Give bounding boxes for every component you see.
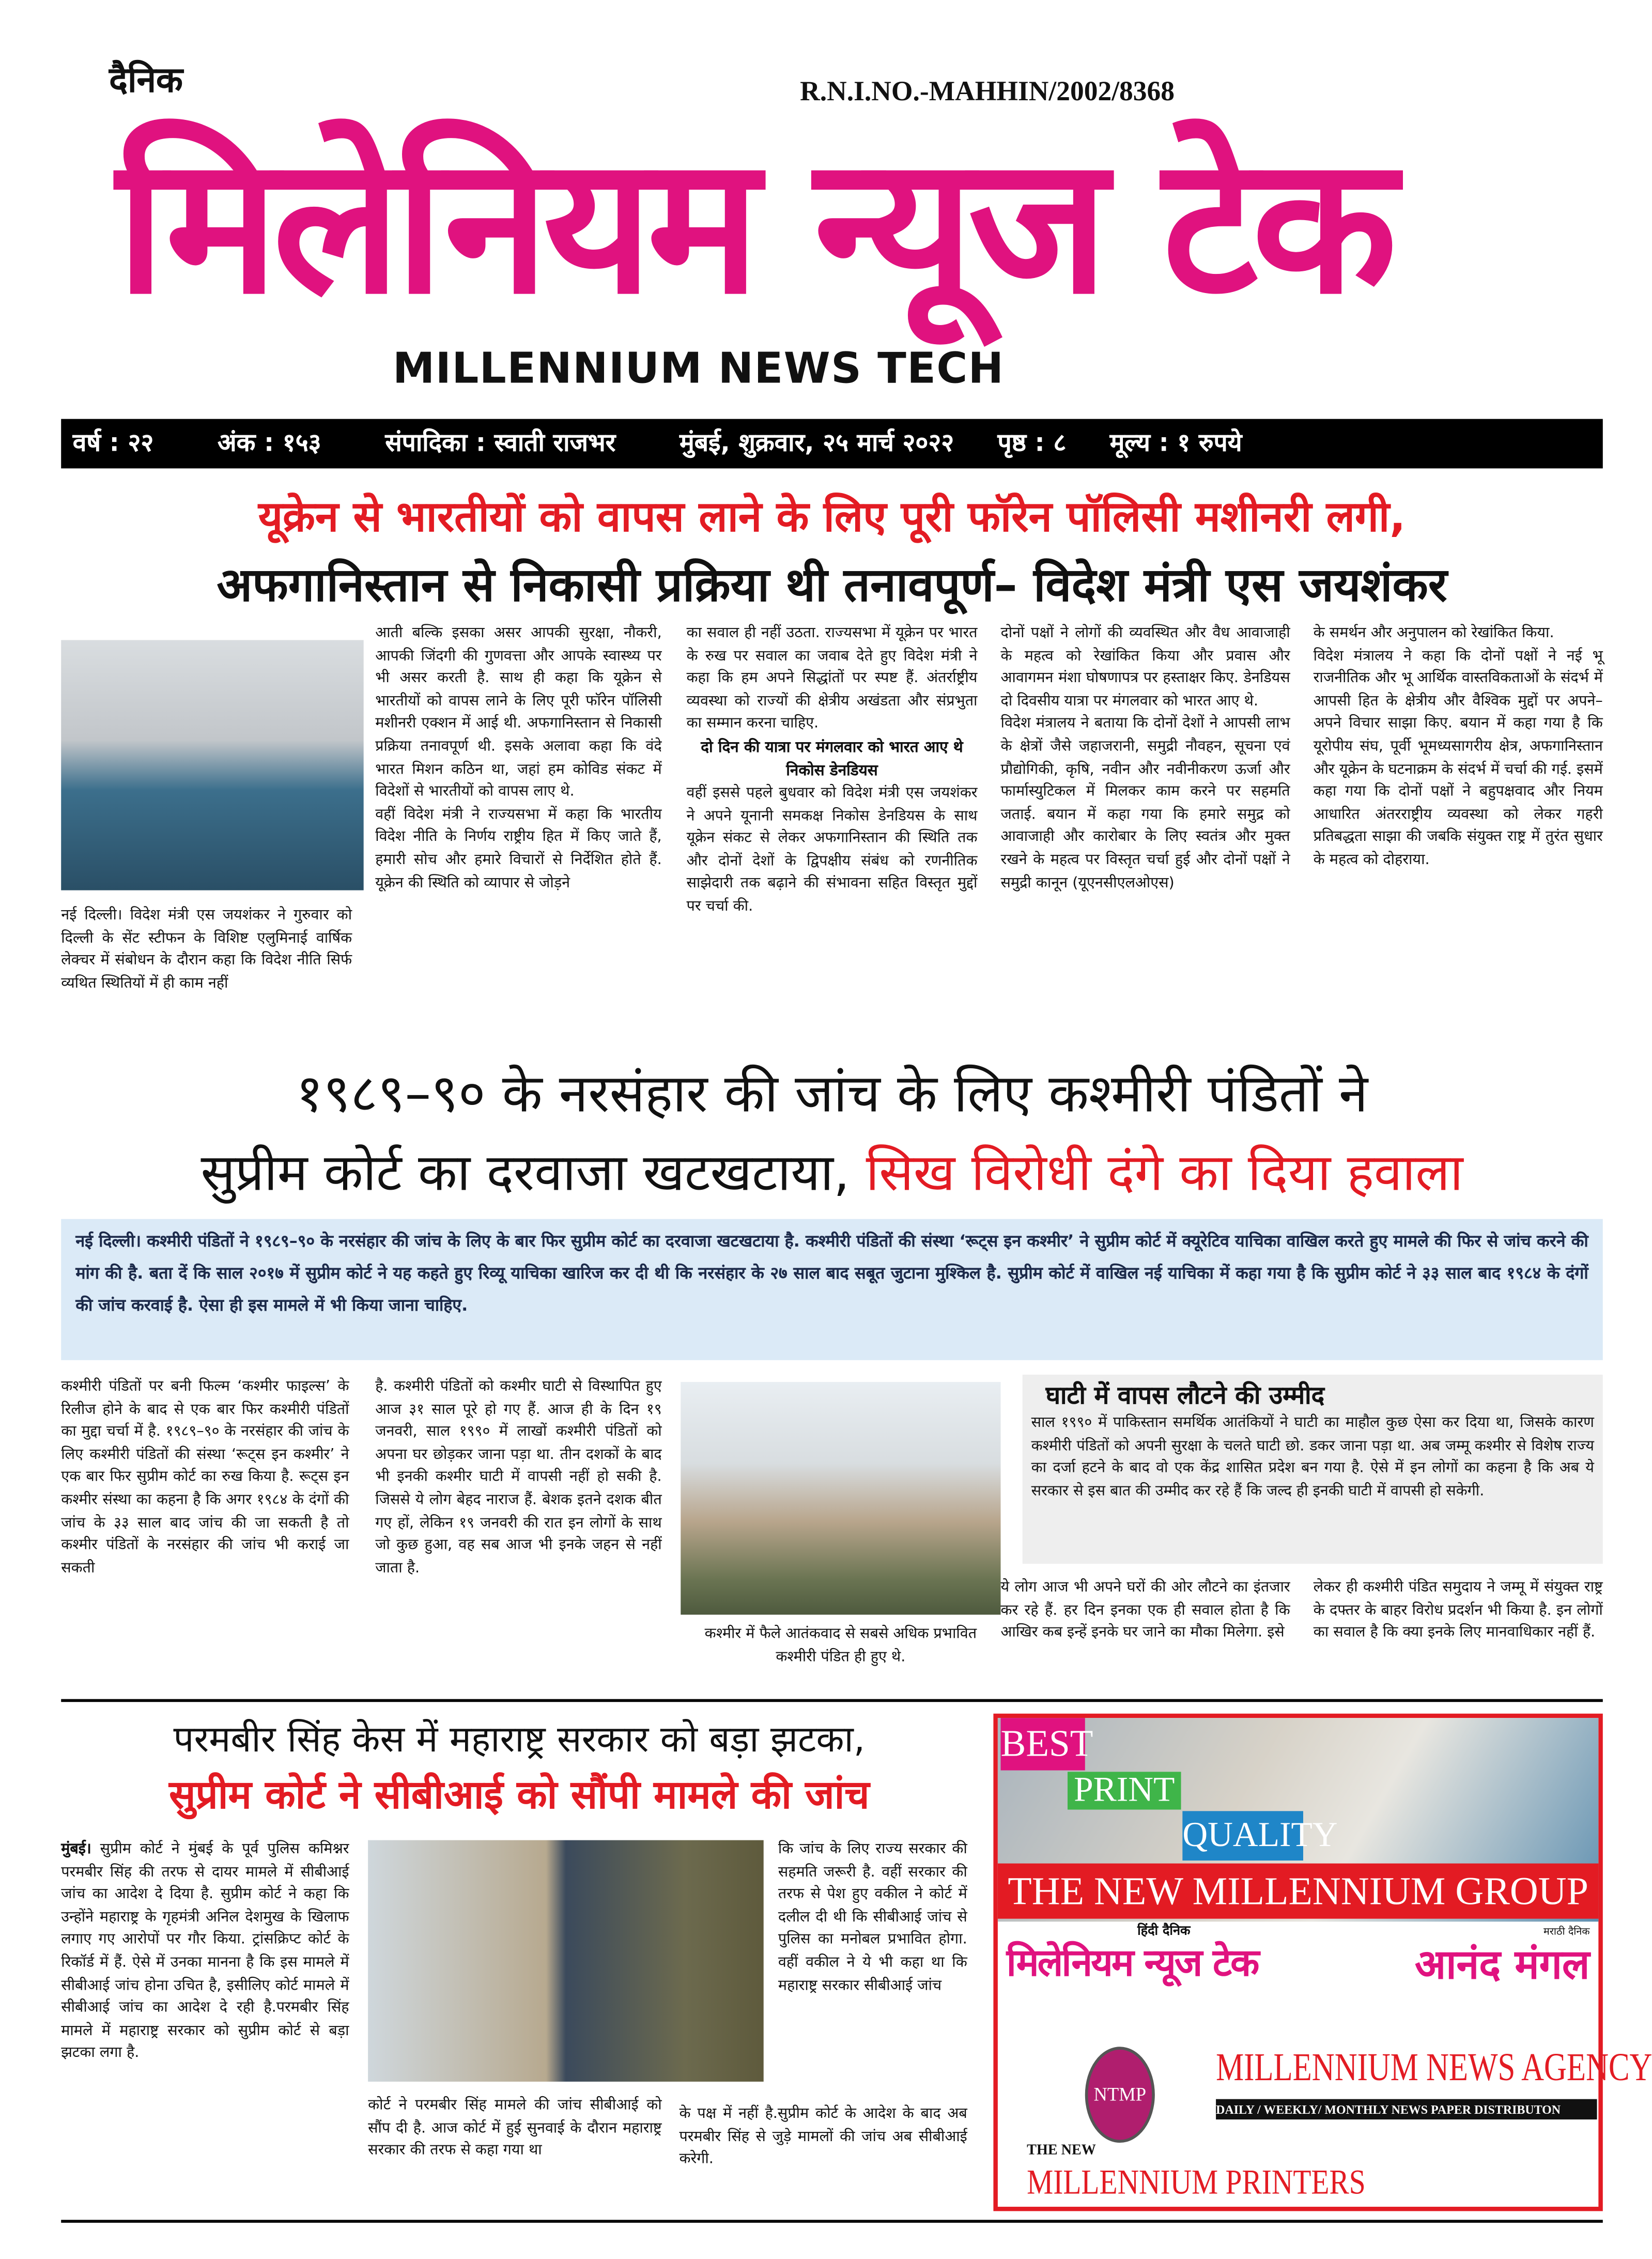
paper1-logo: मिलेनियम न्यूज टेक bbox=[1006, 1942, 1258, 1986]
story3-headline-line2: सुप्रीम कोर्ट ने सीबीआई को सौंपी मामले की जांच bbox=[169, 1773, 870, 1819]
story1-caption: नई दिल्ली। विदेश मंत्री एस जयशंकर ने गुरुवार को दिल्ली के सेंट स्टीफन के विशिष्ट एलुमिनाई वार्षिक लेक्चर में संबोधन के दौरान कहा कि विदेश नीति सिर्फ व्यथित स्थितियों में ही काम नहीं bbox=[61, 908, 352, 992]
print-label: PRINT bbox=[1068, 1772, 1181, 1809]
paper2-block bbox=[1357, 1923, 1589, 2039]
group-name: THE NEW MILLENNIUM GROUP bbox=[998, 1864, 1598, 1919]
story3-headline-line1: परमबीर सिंह केस में महाराष्ट्र सरकार को बड़ा झटका, bbox=[173, 1718, 866, 1760]
rni-number: R.N.I.NO.-MAHHIN/2002/8368 bbox=[800, 77, 1175, 108]
sidebox-text: साल १९९० में पाकिस्तान समर्थिक आतंकियों ने घाटी का माहौल कुछ ऐसा कर दिया था, जिसके कारण कश्मीरी पंडितों को अपनी सुरक्षा के चलते घाटी छो. डकर जाना पड़ा था. अब जम्मू कश्मीर से विशेष राज्य का दर्जा हटने के बाद वो एक केंद्र शासित प्रदेश बन गया है. ऐसे में इन लोगों का कहना है कि अब ये सरकार से इस बात की उम्मीद कर रहे हैं कि जल्द ही इनकी घाटी में वापसी हो सकेगी. bbox=[1031, 1415, 1594, 1500]
issue: अंक : १५३ bbox=[218, 429, 321, 458]
story2-column-1: कश्मीरी पंडितों पर बनी फिल्म ‘कश्मीर फाइल्स’ के रिलीज होने के बाद से एक बार फिर कश्मीरी पंडितों का मुद्दा चर्चा में है. १९८९–९० के नरसंहार की जांच के लिए कश्मीरी पंडितों की संस्था ‘रूट्स इन कश्मीर’ ने एक बार फिर सुप्रीम कोर्ट का रुख किया है. रूट्स इन कश्मीर संस्था का कहना है कि अगर १९८४ के दंगों की जांच के ३३ साल बाद जांच की जा सकती है तो कश्मीर पंडितों के नरसंहार की जांच भी कराई जा सकती bbox=[61, 1379, 349, 1577]
the-new-label: THE NEW bbox=[1027, 2143, 1096, 2159]
story2-summary: नई दिल्ली। कश्मीरी पंडितों ने १९८९–९० के नरसंहार की जांच के लिए के बार फिर सुप्रीम कोर्ट का दरवाजा खटखटाया है. कश्मीरी पंडितों की संस्था ‘रूट्स इन कश्मीर’ ने सुप्रीम कोर्ट में क्यूरेटिव याचिका वाखिल करते हुए मामले की फिर से जांच करने की मांग की है. बता दें कि साल २०१७ में सुप्रीम कोर्ट ने यह कहते हुए रिव्यू याचिका खारिज कर दी थी कि नरसंहार के २७ साल बाद सबूत जुटाना मुश्किल है. सुप्रीम कोर्ट में वाखिल नई याचिका में कहा गया है कि सुप्रीम कोर्ट ने ३३ साल बाद १९८४ के दंगों की जांच करवाई है. ऐसा ही इस मामले में भी किया जाना चाहिए. bbox=[61, 1219, 1603, 1360]
story2-column-5: लेकर ही कश्मीरी पंडित समुदाय ने जम्मू में संयुक्त राष्ट्र के दफ्तर के बाहर विरोध प्रदर्शन भी किया है. इन लोगों का सवाल है कि क्या इनके लिए मानवाधिकार नहीं हैं. bbox=[1313, 1579, 1603, 1641]
story2-headline-red: सिख विरोधी दंगे का दिया हवाला bbox=[866, 1145, 1463, 1203]
story1-headline-line2: अफगानिस्तान से निकासी प्रक्रिया थी तनावपूर्ण– विदेश मंत्री एस जयशंकर bbox=[217, 557, 1447, 612]
story2-sidebox bbox=[1023, 1375, 1603, 1564]
story1-column-4: दोनों पक्षों ने लोगों की व्यवस्थित और वैध आवाजाही के महत्व को रेखांकित किया और प्रवास और आवागमन मंशा घोषणापत्र पर हस्ताक्षर किए. डेनडियस दो दिवसीय यात्रा पर मंगलवार को भारत आए थे. विदेश मंत्रालय ने बताया कि दोनों देशों ने आपसी लाभ के क्षेत्रों जैसे जहाजरानी, समुद्री नौवहन, सूचना एवं प्रौद्योगिकी, कृषि, नवीन और नवीनीकरण ऊर्जा और फार्मास्युटिकल में मिलकर काम करने पर सहमति जताई. बयान में कहा गया कि हमारे समुद्र को आवाजाही और कारोबार के लिए स्वतंत्र और मुक्त रखने के महत्व पर विस्तृत चर्चा हुई और दोनों पक्षों ने समुद्री कानून (यूएनसीएलओएस) bbox=[1000, 625, 1290, 892]
story3-column-4: के पक्ष में नहीं है.सुप्रीम कोर्ट के आदेश के बाद अब परमबीर सिंह से जुड़े मामलों की जांच अब सीबीआई करेगी. bbox=[679, 2106, 967, 2168]
hindi-daily-label: हिंदी दैनिक bbox=[1137, 1924, 1191, 1939]
paper2-logo: आनंद मंगल bbox=[1414, 1940, 1590, 1989]
divider bbox=[61, 1699, 1603, 1702]
story2-headline-line2 bbox=[61, 1138, 1603, 1210]
story3-column-3: कि जांच के लिए राज्य सरकार की सहमति जरूरी है. वहीं सरकार की तरफ से पेश हुए वकील ने कोर्ट में दलील दी थी कि सीबीआई जांच से पुलिस का मनोबल प्रभावित होगा. वहीं वकील ने ये भी कहा था कि महाराष्ट्र सरकार सीबीआई जांच bbox=[778, 1841, 967, 1994]
story3-column-2: कोर्ट ने परमबीर सिंह मामले की जांच सीबीआई को सौंप दी है. आज कोर्ट में हुई सुनवाई के दौरान महाराष्ट्र सरकार की तरफ से कहा गया था bbox=[368, 2097, 662, 2159]
pages: पृष्ठ : ८ bbox=[997, 429, 1067, 458]
bottom-rule bbox=[61, 2220, 1603, 2223]
story1-column-3 bbox=[687, 623, 978, 1042]
info-bar bbox=[61, 419, 1603, 469]
sidebox-heading: घाटी में वापस लौटने की उम्मीद bbox=[1045, 1381, 1325, 1411]
story1-subheading: दो दिन की यात्रा पर मंगलवार को भारत आए थे निकोस डेनडियस bbox=[701, 739, 963, 780]
supreme-court-photo bbox=[681, 1382, 1000, 1615]
story1-column-5: के समर्थन और अनुपालन को रेखांकित किया. विदेश मंत्रालय ने कहा कि दोनों पक्षों ने नई भू राजनीतिक और भू आर्थिक वास्तविकताओं के संदर्भ में आपसी हित के क्षेत्रीय और वैश्विक मुद्दों पर अपने–अपने विचार साझा किए. बयान में कहा गया है कि यूरोपीय संघ, पूर्वी भूमध्यसागरीय क्षेत्र, अफगानिस्तान और यूक्रेन के घटनाक्रम के संदर्भ में चर्चा की गई. इसमें कहा गया कि दोनों पक्षों ने बहुपक्षवाद और नियम आधारित अंतरराष्ट्रीय व्यवस्था को लेकर गहरी प्रतिबद्धता साझा की जबकि संयुक्त राष्ट्र में तुरंत सुधार के महत्व को दोहराया. bbox=[1313, 625, 1603, 869]
best-label: BEST bbox=[1001, 1718, 1085, 1770]
story2-column-4: ये लोग आज भी अपने घरों की ओर लौटने का इंतजार कर रहे हैं. हर दिन इनका एक ही सवाल होता है कि आखिर कब इन्हें इनके घर जाने का मौका मिलेगा. इसे bbox=[1000, 1579, 1290, 1641]
masthead-title: मिलेनियम न्यूज टेक bbox=[116, 115, 1392, 336]
story1-column-2: आती बल्कि इसका असर आपकी सुरक्षा, नौकरी, आपकी जिंदगी की गुणवत्ता और आपके स्वास्थ्य पर भी असर करती है. साथ ही कहा कि यूक्रेन से भारतीयों को वापस लाने के लिए पूरी फॉरेन पॉलिसी मशीनरी एक्शन में आई थी. अफगानिस्तान से निकासी प्रक्रिया तनावपूर्ण थी. इसके अलावा कहा कि वंदे भारत मिशन कठिन था, जहां हम कोविड संकट में विदेशों से भारतीयों को वापस लाए थे. वहीं विदेश मंत्री ने राज्यसभा में कहा कि भारतीय विदेश नीति के निर्णय राष्ट्रीय हित में किए जाते हैं, हमारी सोच और हमारे विचारों से निर्देशित होते हैं. यूक्रेन की स्थिति को व्यापार से जोड़ने bbox=[375, 625, 662, 892]
paper1-block bbox=[1007, 1923, 1341, 2039]
year: वर्ष : २२ bbox=[72, 429, 154, 458]
jaishankar-photo bbox=[61, 640, 363, 890]
price: मूल्य : १ रुपये bbox=[1109, 429, 1242, 458]
place-date: मुंबई, शुक्रवार, २५ मार्च २०२२ bbox=[680, 429, 954, 458]
marathi-daily-label: मराठी दैनिक bbox=[1543, 1926, 1590, 1938]
story2-image-caption: कश्मीर में फैले आतंकवाद से सबसे अधिक प्रभावित कश्मीरी पंडित ही हुए थे. bbox=[704, 1626, 977, 1665]
editor: संपादिका : स्वाती राजभर bbox=[385, 429, 616, 458]
quality-label: QUALITY bbox=[1182, 1811, 1303, 1861]
story1-column-3-text-b: वहीं इससे पहले बुधवार को विदेश मंत्री एस जयशंकर ने अपने यूनानी समकक्ष निकोस डेनडियस के साथ यूक्रेन संकट से लेकर अफगानिस्तान की स्थिति तक और दोनों देशों के द्विपक्षीय संबंध को रणनीतिक साझेदारी तक बढ़ाने की संभावना सहित विस्तृत मुद्दों पर चर्चा की. bbox=[686, 785, 978, 915]
story2-headline-line1: १९८९–९० के नरसंहार की जांच के लिए कश्मीरी पंडितों ने bbox=[296, 1065, 1368, 1125]
daily-label: दैनिक bbox=[109, 59, 183, 101]
millennium-group-advert bbox=[993, 1714, 1652, 2211]
story1-column-3-text: का सवाल ही नहीं उठता. राज्यसभा में यूक्रेन पर भारत के रुख पर सवाल का जवाब देते हुए विदेश मंत्री ने कहा कि हम अपने सिद्धांतों पर स्पष्ट हैं. अंतर्राष्ट्रीय व्यवस्था को राज्यों की क्षेत्रीय अखंडता और संप्रभुता का सम्मान करना चाहिए. bbox=[686, 625, 978, 732]
masthead-english-title: MILLENNIUM NEWS TECH bbox=[392, 343, 1005, 393]
printers-name: MILLENNIUM PRINTERS bbox=[1027, 2164, 1366, 2203]
parambir-singh-photo bbox=[368, 1840, 764, 2082]
agency-name: MILLENNIUM NEWS AGENCY bbox=[1216, 2045, 1652, 2089]
story3-column-1 bbox=[61, 1839, 349, 2205]
story1-headline-line1: यूक्रेन से भारतीयों को वापस लाने के लिए पूरी फॉरेन पॉलिसी मशीनरी लगी, bbox=[258, 491, 1406, 542]
story2-headline-black: सुप्रीम कोर्ट का दरवाजा खटखटाया, bbox=[200, 1145, 850, 1203]
distribution-label: DAILY / WEEKLY/ MONTHLY NEWS PAPER DISTRIBUTON bbox=[1216, 2099, 1597, 2119]
story2-column-2: है. कश्मीरी पंडितों को कश्मीर घाटी से विस्थापित हुए आज ३१ साल पूरे हो गए हैं. आज ही के दिन १९ जनवरी, साल १९९० में लाखों कश्मीरी पंडितों को अपना घर छोड़कर जाना पड़ा था. तीन दशकों के बाद भी इनकी कश्मीर घाटी में वापसी नहीं हो सकी है. जिससे ये लोग बेहद नाराज हैं. बेशक इतने दशक बीत गए हों, लेकिन १९ जनवरी की रात इन लोगों के साथ जो कुछ हुआ, वह सब आज भी इनके जहन से नहीं जाता है. bbox=[375, 1379, 662, 1577]
story3-column-1-text: सुप्रीम कोर्ट ने मुंबई के पूर्व पुलिस कमिश्नर परमबीर सिंह की तरफ से दायर मामले में सीबीआई जांच का आदेश दे दिया है. सुप्रीम कोर्ट ने कहा कि उन्होंने महाराष्ट्र के गृहमंत्री अनिल देशमुख के खिलाफ लगाए गए आरोपों पर गौर किया. ट्रांसक्रिप्ट कोर्ट के रिकॉर्ड में हैं. ऐसे में उनका मानना है कि इस मामले में सीबीआई जांच होना उचित है, इसीलिए कोर्ट मामले में सीबीआई जांच का आदेश दे रही है.परमबीर सिंह मामले में महाराष्ट्र सरकार को सुप्रीम कोर्ट से बड़ा झटका लगा है. bbox=[61, 1841, 349, 2062]
story3-dateline: मुंबई। bbox=[61, 1841, 91, 1858]
ntmp-logo: NTMP bbox=[1085, 2047, 1155, 2143]
advert-papers-row bbox=[1007, 1923, 1590, 2039]
